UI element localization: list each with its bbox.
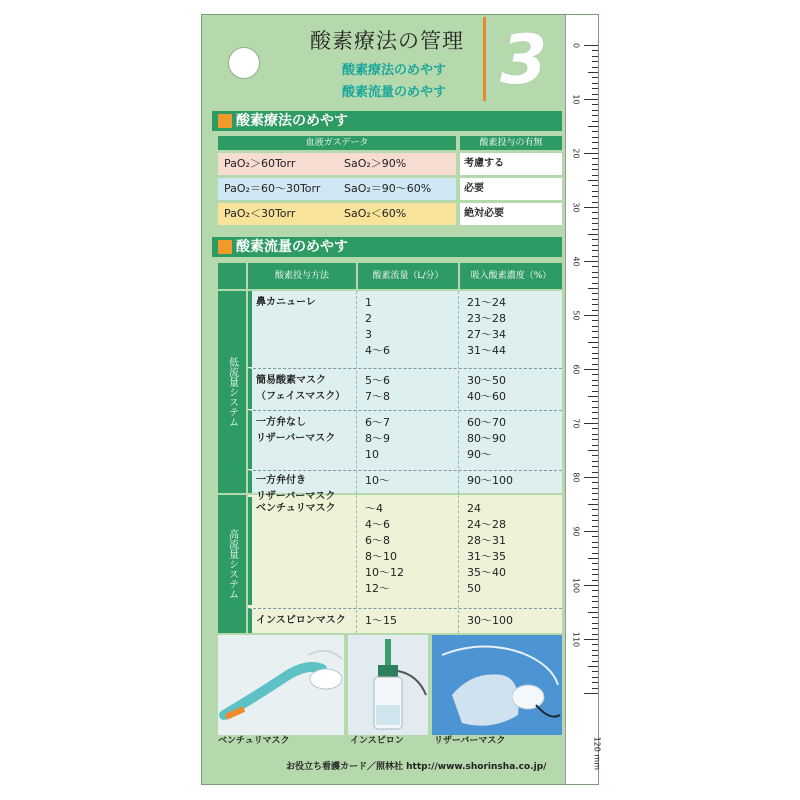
concentration-value: 24〜28	[467, 518, 506, 531]
low-flow-system-label: 低流量システム	[218, 291, 246, 493]
orange-square-icon	[218, 114, 232, 128]
ruler-tick	[592, 401, 598, 402]
punch-hole	[228, 47, 260, 79]
ruler-tick	[592, 688, 598, 689]
therapy-table	[218, 136, 562, 225]
ruler-tick	[592, 661, 598, 662]
reservoir-mask-photo	[432, 635, 562, 735]
ruler-tick	[592, 650, 598, 651]
method-group	[248, 411, 562, 469]
col-flow: 酸素流量（L/分）	[358, 263, 458, 289]
ruler-label: 30	[571, 202, 581, 213]
ruler-tick	[592, 50, 598, 51]
ruler-tick	[592, 131, 598, 132]
card-footer: お役立ち看護カード／照林社 http://www.shorinsha.co.jp/	[286, 762, 547, 772]
ruler-tick	[592, 266, 598, 267]
ruler-tick	[592, 88, 598, 89]
method-name	[256, 295, 316, 311]
ruler-tick	[592, 245, 598, 246]
ruler-tick	[592, 526, 598, 527]
concentration-value: 27〜34	[467, 328, 506, 341]
ruler-tick	[592, 142, 598, 143]
ruler-tick	[592, 212, 598, 213]
ruler-tick	[592, 137, 598, 138]
ruler-label: 20	[571, 148, 581, 159]
card-title: 酸素療法の管理	[310, 29, 464, 53]
ruler-tick	[592, 607, 598, 608]
col-corner	[218, 263, 246, 289]
ruler-tick	[592, 299, 598, 300]
ruler-tick	[592, 569, 598, 570]
ruler-tick	[584, 99, 598, 100]
sao2-value: SaO₂＜60%	[344, 207, 407, 220]
ruler-tick	[592, 418, 598, 419]
ruler-tick	[592, 358, 598, 359]
concentration-value: 30〜100	[467, 614, 513, 627]
therapy-table-header	[218, 136, 562, 150]
section-heading-text: 酸素療法のめやす	[236, 113, 348, 129]
flow-value: 10	[365, 448, 379, 461]
ruler-tick	[592, 347, 598, 348]
ruler-label: 0	[571, 42, 581, 49]
concentration-value: 90〜100	[467, 474, 513, 487]
flow-value: 4〜6	[365, 344, 390, 357]
pao2-value: PaO₂＝60〜30Torr	[224, 182, 321, 195]
ruler-tick	[592, 482, 598, 483]
ruler-tick	[584, 531, 598, 532]
concentration-values	[467, 295, 506, 359]
method-name-line: 一方弁付き	[256, 475, 306, 486]
concentration-value: 23〜28	[467, 312, 506, 325]
group-bar	[248, 471, 252, 493]
ruler-tick	[584, 369, 598, 370]
flow-value: 8〜9	[365, 432, 390, 445]
flow-value: 〜4	[365, 502, 383, 515]
flow-value: 1〜15	[365, 614, 397, 627]
flow-value: 1	[365, 296, 372, 309]
ruler-tick	[592, 293, 598, 294]
orange-square-icon	[218, 240, 232, 254]
method-name-line: リザーバーマスク	[256, 433, 336, 444]
ruler-tick	[584, 207, 598, 208]
blood-gas-cell	[218, 178, 456, 200]
concentration-value: 31〜44	[467, 344, 506, 357]
ruler-tick	[592, 191, 598, 192]
ruler-tick	[592, 277, 598, 278]
ruler-label: 70	[571, 418, 581, 429]
flow-value: 10〜12	[365, 566, 404, 579]
ruler-tick	[592, 169, 598, 170]
ruler-tick	[592, 515, 598, 516]
ruler-tick	[592, 439, 598, 440]
section-heading-flow	[212, 237, 562, 257]
concentration-value: 50	[467, 582, 481, 595]
ruler-tick	[588, 180, 598, 181]
ruler-tick	[592, 617, 598, 618]
ruler-tick	[592, 158, 598, 159]
ruler-tick	[592, 83, 598, 84]
flow-values	[365, 613, 397, 629]
concentration-value: 40〜60	[467, 390, 506, 403]
method-name-line: 簡易酸素マスク	[256, 375, 326, 386]
card-subtitle-1: 酸素療法のめやす	[342, 63, 447, 78]
sao2-value: SaO₂＝90〜60%	[344, 182, 432, 195]
section-heading-therapy	[212, 111, 562, 131]
ruler-tick	[588, 342, 598, 343]
card-number: 3	[500, 21, 548, 100]
ruler-label: 90	[571, 526, 581, 537]
ruler-tick	[592, 385, 598, 386]
method-name-line: リザーバーマスク	[256, 491, 336, 502]
ruler-tick	[592, 331, 598, 332]
ruler-label: 80	[571, 472, 581, 483]
ruler-tick	[592, 223, 598, 224]
method-group	[248, 609, 562, 633]
flow-table	[218, 263, 562, 633]
ruler-tick	[592, 509, 598, 510]
ruler-tick	[592, 229, 598, 230]
flow-value: 6〜7	[365, 416, 390, 429]
concentration-value: 31〜35	[467, 550, 506, 563]
ruler-tick	[592, 110, 598, 111]
ruler-tick	[592, 493, 598, 494]
concentration-values	[467, 473, 513, 489]
ruler-label: 60	[571, 364, 581, 375]
flow-value: 2	[365, 312, 372, 325]
ruler-label: 10	[571, 94, 581, 105]
ruler-tick	[592, 553, 598, 554]
concentration-values	[467, 501, 506, 597]
ruler-tick	[592, 644, 598, 645]
flow-value: 8〜10	[365, 550, 397, 563]
ruler-tick	[588, 72, 598, 73]
ruler-tick	[592, 601, 598, 602]
ruler-tick	[592, 590, 598, 591]
inspiron-photo	[348, 635, 428, 735]
ruler-tick	[588, 504, 598, 505]
ruler-tick	[592, 542, 598, 543]
ruler-tick	[592, 499, 598, 500]
header-divider	[483, 17, 486, 101]
method-name	[256, 613, 346, 629]
flow-value: 5〜6	[365, 374, 390, 387]
concentration-value: 28〜31	[467, 534, 506, 547]
caption-inspiron: インスピロン	[350, 736, 404, 746]
therapy-row	[218, 178, 562, 200]
ruler-tick	[592, 428, 598, 429]
ruler-tick	[588, 396, 598, 397]
ruler-tick	[592, 374, 598, 375]
ruler-tick	[592, 104, 598, 105]
ruler-tick	[592, 671, 598, 672]
flow-values	[365, 501, 404, 597]
ruler-tick	[592, 202, 598, 203]
group-bar	[248, 291, 252, 367]
ruler-tick	[592, 56, 598, 57]
ruler-tick	[592, 256, 598, 257]
flow-value: 12〜	[365, 582, 390, 595]
ruler-tick	[592, 391, 598, 392]
ruler-tick	[584, 693, 598, 694]
ruler-tick	[592, 218, 598, 219]
blood-gas-cell	[218, 203, 456, 225]
ruler-tick	[592, 250, 598, 251]
ruler-tick	[592, 472, 598, 473]
mm-ruler	[565, 15, 601, 784]
ruler-tick	[592, 596, 598, 597]
high-flow-system-label: 高流量システム	[218, 495, 246, 633]
method-group	[248, 471, 562, 502]
ruler-tick	[592, 185, 598, 186]
ruler-tick	[584, 423, 598, 424]
ruler-tick	[584, 315, 598, 316]
ruler-label: 40	[571, 256, 581, 267]
blood-gas-cell	[218, 153, 456, 175]
ruler-tick	[584, 153, 598, 154]
need-value: 考慮する	[460, 153, 562, 175]
method-name-line: 鼻カニューレ	[256, 297, 316, 308]
therapy-row	[218, 203, 562, 225]
therapy-row	[218, 153, 562, 175]
ruler-tick	[592, 536, 598, 537]
ruler-tick	[584, 477, 598, 478]
ruler-tick	[592, 304, 598, 305]
flow-values	[365, 295, 390, 359]
ruler-tick	[592, 455, 598, 456]
ruler-tick	[588, 450, 598, 451]
ruler-tick	[592, 364, 598, 365]
section-heading-text: 酸素流量のめやす	[236, 239, 348, 255]
venturi-mask-photo	[218, 635, 344, 735]
ruler-label: 100	[571, 577, 581, 594]
ruler-tick	[584, 45, 598, 46]
ruler-tick	[584, 639, 598, 640]
method-group	[248, 497, 562, 605]
method-name-line: （フェイスマスク）	[256, 391, 346, 402]
concentration-values	[467, 373, 506, 405]
concentration-values	[467, 415, 506, 463]
ruler-tick	[592, 320, 598, 321]
col-oxygen-need: 酸素投与の有無	[460, 136, 562, 150]
method-name-line: インスピロンマスク	[256, 615, 346, 626]
ruler-tick	[592, 94, 598, 95]
ruler-tick	[592, 310, 598, 311]
ruler-tick	[592, 655, 598, 656]
ruler-tick	[592, 434, 598, 435]
pao2-value: PaO₂＞60Torr	[224, 157, 296, 170]
method-name-line: 一方弁なし	[256, 417, 306, 428]
ruler-tick	[592, 623, 598, 624]
flow-value: 6〜8	[365, 534, 390, 547]
ruler-tick	[592, 115, 598, 116]
concentration-value: 60〜70	[467, 416, 506, 429]
ruler-tick	[592, 272, 598, 273]
ruler-tick	[592, 466, 598, 467]
concentration-value: 35〜40	[467, 566, 506, 579]
ruler-tick	[592, 677, 598, 678]
ruler-tick	[592, 574, 598, 575]
method-name	[256, 501, 336, 517]
ruler-tick	[588, 666, 598, 667]
device-photos	[218, 635, 562, 735]
flow-value: 4〜6	[365, 518, 390, 531]
flow-values	[365, 473, 390, 489]
flow-values	[365, 415, 390, 463]
concentration-values	[467, 613, 513, 629]
ruler-label: 50	[571, 310, 581, 321]
ruler-tick	[592, 326, 598, 327]
ruler-tick	[592, 407, 598, 408]
ruler-tick	[592, 628, 598, 629]
ruler-tick	[584, 585, 598, 586]
ruler-unit: 120 mm	[592, 736, 601, 770]
ruler-tick	[592, 337, 598, 338]
group-bar	[248, 369, 252, 409]
ruler-tick	[592, 61, 598, 62]
ruler-tick	[592, 563, 598, 564]
card-subtitle-2: 酸素流量のめやす	[342, 85, 447, 100]
group-bar	[248, 411, 252, 469]
caption-reservoir: リザーバーマスク	[434, 736, 506, 746]
concentration-value: 90〜	[467, 448, 492, 461]
ruler-tick	[588, 126, 598, 127]
ruler-tick	[592, 634, 598, 635]
pao2-value: PaO₂＜30Torr	[224, 207, 296, 220]
need-value: 絶対必要	[460, 203, 562, 225]
method-group	[248, 291, 562, 367]
flow-value: 7〜8	[365, 390, 390, 403]
flow-value: 3	[365, 328, 372, 341]
ruler-tick	[588, 288, 598, 289]
col-concentration: 吸入酸素濃度（%）	[460, 263, 562, 289]
flow-value: 10〜	[365, 474, 390, 487]
ruler-tick	[592, 380, 598, 381]
group-bar	[248, 497, 252, 605]
ruler-tick	[592, 67, 598, 68]
method-name-line: ベンチュリマスク	[256, 503, 336, 514]
flow-values	[365, 373, 390, 405]
ruler-tick	[592, 461, 598, 462]
ruler-tick	[592, 412, 598, 413]
ruler-tick	[584, 261, 598, 262]
ruler-tick	[592, 488, 598, 489]
concentration-value: 21〜24	[467, 296, 506, 309]
ruler-tick	[592, 445, 598, 446]
ruler-tick	[588, 558, 598, 559]
ruler-tick	[592, 682, 598, 683]
ruler-tick	[592, 196, 598, 197]
ruler-label: 110	[571, 631, 581, 648]
method-group	[248, 369, 562, 409]
concentration-value: 30〜50	[467, 374, 506, 387]
concentration-value: 24	[467, 502, 481, 515]
ruler-tick	[592, 353, 598, 354]
need-value: 必要	[460, 178, 562, 200]
ruler-tick	[592, 580, 598, 581]
method-name	[256, 415, 335, 447]
ruler-tick	[588, 234, 598, 235]
ruler-tick	[592, 77, 598, 78]
ruler-tick	[592, 547, 598, 548]
col-method: 酸素投与方法	[248, 263, 356, 289]
ruler-tick	[592, 175, 598, 176]
col-blood-gas: 血液ガスデータ	[218, 136, 456, 150]
method-name	[256, 373, 345, 405]
concentration-value: 80〜90	[467, 432, 506, 445]
caption-venturi: ベンチュリマスク	[218, 736, 290, 746]
group-bar	[248, 609, 252, 633]
ruler-tick	[592, 121, 598, 122]
sao2-value: SaO₂＞90%	[344, 157, 407, 170]
ruler-tick	[592, 164, 598, 165]
ruler-tick	[592, 283, 598, 284]
ruler-tick	[592, 239, 598, 240]
ruler-tick	[592, 148, 598, 149]
nursing-card	[201, 14, 599, 785]
ruler-tick	[588, 612, 598, 613]
ruler-tick	[592, 520, 598, 521]
